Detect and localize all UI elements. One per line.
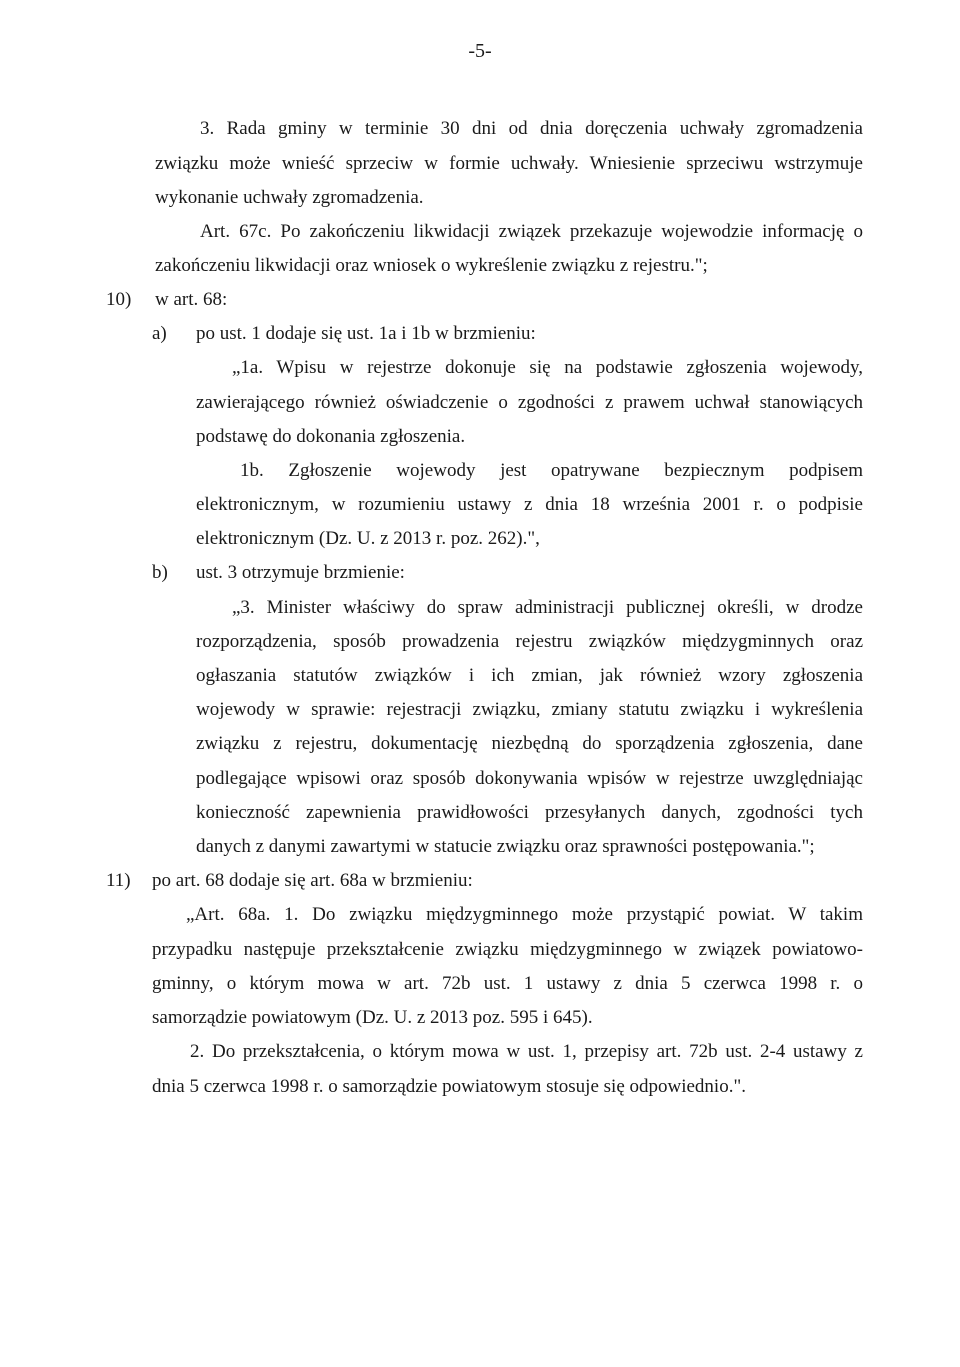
ust1b-line-1: 1b. Zgłoszenie wojewody jest opatrywane bezpiecznym podpisem: [240, 460, 863, 481]
ust3-line-7: konieczność zapewnienia prawidłowości przesyłanych danych, zgodności tych: [196, 802, 863, 823]
page-number: -5-: [468, 40, 492, 62]
item-10b-text: ust. 3 otrzymuje brzmienie:: [196, 562, 405, 583]
para3-line-2: związku może wnieść sprzeciw w formie uchwały. Wniesienie sprzeciwu wstrzymuje: [155, 153, 863, 174]
ust1b-line-3: elektronicznym (Dz. U. z 2013 r. poz. 262).",: [196, 528, 540, 549]
ust1a-line-3: podstawę do dokonania zgłoszenia.: [196, 426, 466, 447]
item-11-text: po art. 68 dodaje się art. 68a w brzmieniu:: [152, 870, 473, 891]
ust3-line-4: wojewody w sprawie: rejestracji związku, zmiany statutu związku i wykreślenia: [196, 699, 863, 720]
item-10-label: 10): [106, 289, 132, 310]
ust3-line-8: danych z danymi zawartymi w statucie związku oraz sprawności postępowania.";: [196, 836, 815, 857]
art68a-line-1: „Art. 68a. 1. Do związku międzygminnego może przystąpić powiat. W takim: [186, 904, 863, 925]
item-10a-text: po ust. 1 dodaje się ust. 1a i 1b w brzmieniu:: [196, 323, 536, 344]
item-11-label: 11): [106, 870, 131, 891]
ust1a-line-2: zawierającego również oświadczenie o zgodności z prawem uchwał stanowiących: [196, 392, 863, 413]
art68a-line-6: dnia 5 czerwca 1998 r. o samorządzie powiatowym stosuje się odpowiednio.".: [152, 1076, 746, 1097]
para3-line-3: wykonanie uchwały zgromadzenia.: [155, 187, 424, 208]
art67c-line-2: zakończeniu likwidacji oraz wniosek o wykreślenie związku z rejestru.";: [155, 255, 708, 276]
item-10b-label: b): [152, 562, 168, 583]
art68a-line-4: samorządzie powiatowym (Dz. U. z 2013 poz. 595 i 645).: [152, 1007, 593, 1028]
ust3-line-2: rozporządzenia, sposób prowadzenia rejestru związków międzygminnych oraz: [196, 631, 863, 652]
ust3-line-1: „3. Minister właściwy do spraw administracji publicznej określi, w drodze: [232, 597, 863, 618]
ust3-line-6: podlegające wpisowi oraz sposób dokonywania wpisów w rejestrze uwzględniając: [196, 768, 863, 789]
item-10-text: w art. 68:: [155, 289, 228, 310]
art68a-line-5: 2. Do przekształcenia, o którym mowa w ust. 1, przepisy art. 72b ust. 2-4 ustawy z: [190, 1041, 863, 1062]
art68a-line-3: gminny, o którym mowa w art. 72b ust. 1 ustawy z dnia 5 czerwca 1998 r. o: [152, 973, 863, 994]
ust1a-line-1: „1a. Wpisu w rejestrze dokonuje się na podstawie zgłoszenia wojewody,: [232, 357, 863, 378]
ust3-line-5: związku z rejestru, dokumentację niezbędną do sporządzenia zgłoszenia, dane: [196, 733, 863, 754]
para3-line-1: 3. Rada gminy w terminie 30 dni od dnia doręczenia uchwały zgromadzenia: [200, 118, 863, 139]
ust3-line-3: ogłaszania statutów związków i ich zmian, jak również wzory zgłoszenia: [196, 665, 863, 686]
art68a-line-2: przypadku następuje przekształcenie związku międzygminnego w związek powiatowo-: [152, 939, 863, 960]
ust1b-line-2: elektronicznym, w rozumieniu ustawy z dnia 18 września 2001 r. o podpisie: [196, 494, 863, 515]
art67c-line-1: Art. 67c. Po zakończeniu likwidacji związek przekazuje wojewodzie informację o: [200, 221, 863, 242]
item-10a-label: a): [152, 323, 167, 344]
